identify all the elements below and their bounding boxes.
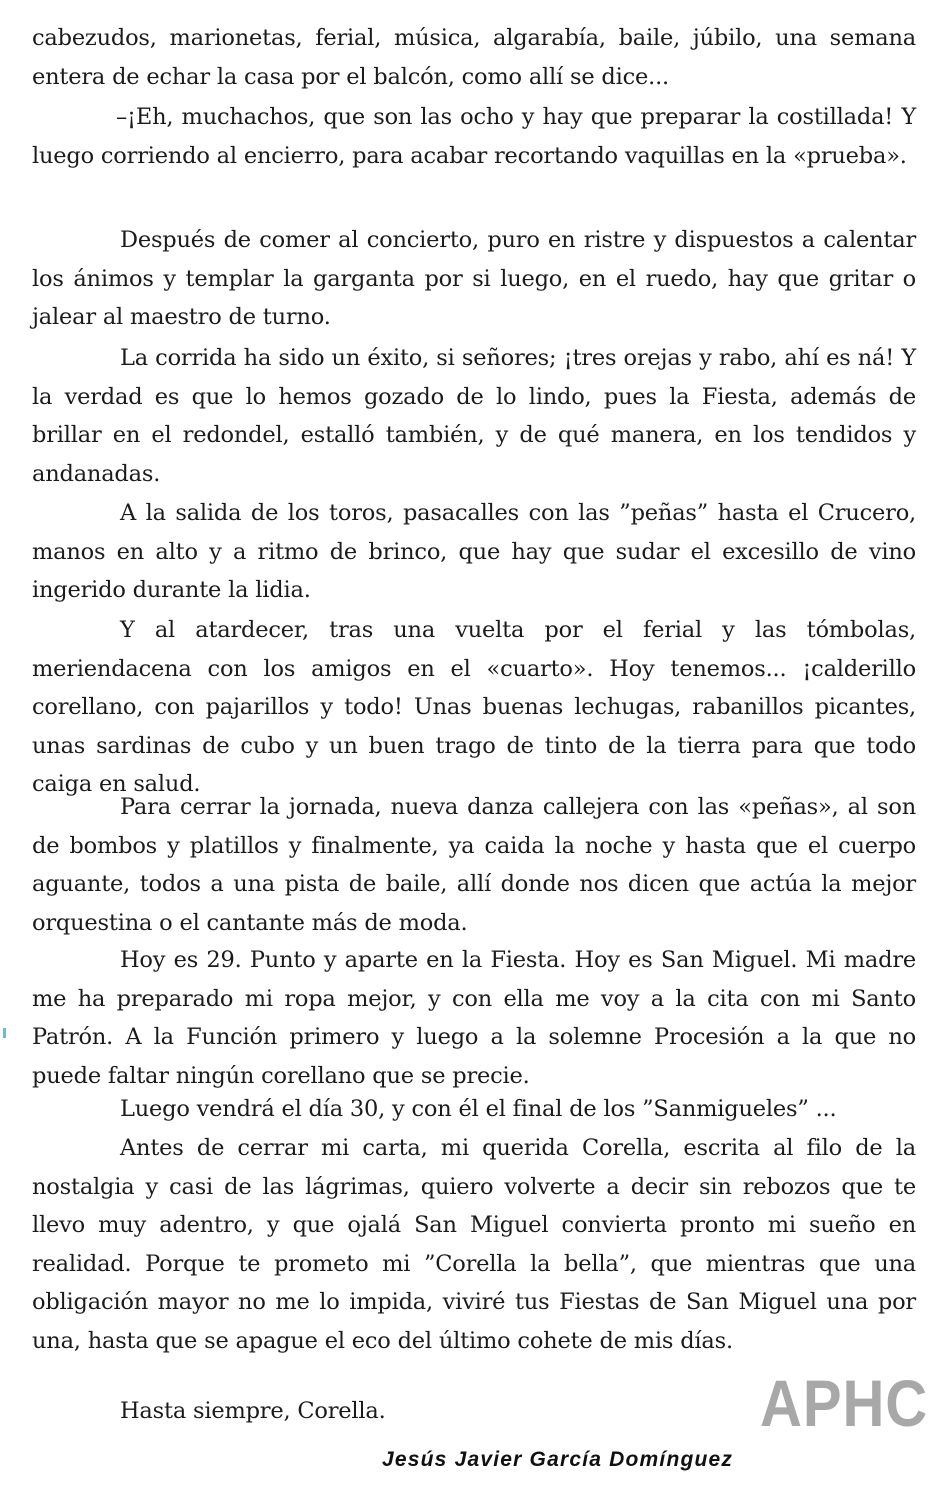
paragraph-festival-intro: cabezudos, marionetas, ferial, música, algarabía, baile, júbilo, una semana entera de echar la casa por el balcón, como allí se dice...: [32, 25, 916, 90]
paragraph-san-miguel: Hoy es 29. Punto y aparte en la Fiesta. Hoy es San Miguel. Mi madre me ha preparado mi ropa mejor, y con ella me voy a la cita con mi Santo Patrón. A la Función primero y luego a la solemne Procesión a la que no puede faltar ningún corellano que se precie.: [32, 947, 916, 1089]
paragraph-salida-toros: A la salida de los toros, pasacalles con las ”peñas” hasta el Crucero, manos en alto y a ritmo de brinco, que hay que sudar el excesillo de vino ingerido durante la lidia.: [32, 500, 916, 603]
paragraph-costillada: –¡Eh, muchachos, que son las ocho y hay que preparar la costillada! Y luego corriendo al encierro, para acabar recortando vaquillas en la «prueba».: [32, 104, 916, 169]
paragraph-despedida: Hasta siempre, Corella.: [120, 1398, 386, 1424]
paragraph-dia-30: Luego vendrá el día 30, y con él el final de los ”Sanmigueles” ...: [120, 1096, 837, 1122]
margin-mark: [3, 1028, 6, 1038]
author-signature: Jesús Javier García Domínguez: [382, 1448, 734, 1471]
paragraph-carta: Antes de cerrar mi carta, mi querida Corella, escrita al filo de la nostalgia y casi de las lágrimas, quiero volverte a decir sin rebozos que te llevo muy adentro, y que ojalá San Miguel convierta pronto mi sueño en realidad. Porque te prometo mi ”Corella la bella”, que mientras que una obligación mayor no me lo impida, viviré tus Fiestas de San Miguel una por una, hasta que se apague el eco del último cohete de mis días.: [32, 1135, 916, 1354]
aphc-watermark: APHC: [760, 1366, 929, 1440]
paragraph-concierto: Después de comer al concierto, puro en ristre y dispuestos a calentar los ánimos y templar la garganta por si luego, en el ruedo, hay que gritar o jalear al maestro de turno.: [32, 227, 916, 330]
paragraph-atardecer: Y al atardecer, tras una vuelta por el ferial y las tómbolas, meriendacena con los amigos en el «cuarto». Hoy tenemos... ¡calderillo corellano, con pajarillos y todo! Unas buenas lechugas, rabanillos picantes, unas sardinas de cubo y un buen trago de tinto de la tierra para que todo caiga en salud.: [32, 617, 916, 797]
paragraph-corrida: La corrida ha sido un éxito, si señores; ¡tres orejas y rabo, ahí es ná! Y la verdad es que lo hemos gozado de lo lindo, pues la Fiesta, además de brillar en el redondel, estalló también, y de qué manera, en los tendidos y andanadas.: [32, 345, 916, 487]
paragraph-cerrar-jornada: Para cerrar la jornada, nueva danza callejera con las «peñas», al son de bombos y platillos y finalmente, ya caida la noche y hasta que el cuerpo aguante, todos a una pista de baile, allí donde nos dicen que actúa la mejor orquestina o el cantante más de moda.: [32, 794, 916, 936]
